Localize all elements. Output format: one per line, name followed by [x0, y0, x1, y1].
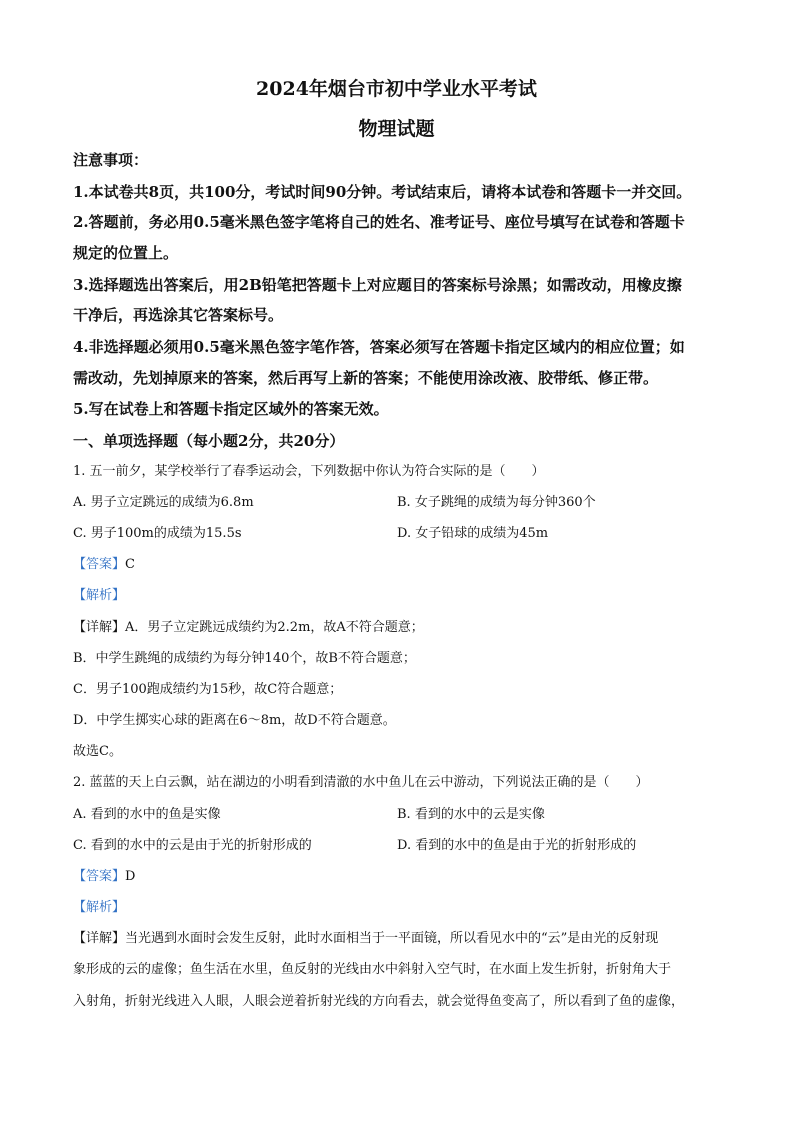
- q2-option-b: B. 看到的水中的云是实像: [397, 807, 545, 822]
- q2-option-d: D. 看到的水中的鱼是由于光的折射形成的: [397, 838, 637, 853]
- detail-tag: 【详解】: [73, 931, 126, 946]
- q1-conclusion: 故选C。: [73, 744, 122, 759]
- note-1: 1.本试卷共8页，共100分，考试时间90分钟。考试结束后，请将本试卷和答题卡一并交回。: [73, 183, 692, 201]
- note-4-line-2: 需改动，先划掉原来的答案，然后再写上新的答案；不能使用涂改液、胶带纸、修正带。: [73, 369, 659, 387]
- note-2-line-2: 规定的位置上。: [73, 244, 179, 262]
- q2-analysis-tag: 【解析】: [73, 900, 126, 915]
- note-5: 5.写在试卷上和答题卡指定区域外的答案无效。: [73, 400, 389, 418]
- q1-detail-4: D．中学生掷实心球的距离在6～8m，故D不符合题意。: [73, 713, 396, 728]
- note-2-line-1: 2.答题前，务必用0.5毫米黑色签字笔将自己的姓名、准考证号、座位号填写在试卷和答题卡: [73, 213, 685, 231]
- q1-option-c: C. 男子100m的成绩为15.5s: [73, 526, 242, 541]
- q2-detail-3: 入射角，折射光线进入人眼，人眼会逆着折射光线的方向看去，就会觉得鱼变高了，所以看到了鱼的虚像，: [73, 994, 685, 1009]
- question-2-stem: 2. 蓝蓝的天上白云飘，站在湖边的小明看到清澈的水中鱼儿在云中游动，下列说法正确的是（ ）: [73, 775, 649, 790]
- notes-heading: 注意事项：: [73, 151, 149, 169]
- exam-title: 2024年烟台市初中学业水平考试: [256, 78, 537, 100]
- q1-detail-1: [73, 618, 723, 638]
- q2-answer: [73, 867, 723, 887]
- detail-text: 当光遇到水面时会发生反射，此时水面相当于一平面镜，所以看见水中的“云”是由光的反射现: [125, 931, 659, 946]
- section-heading: 一、单项选择题（每小题2分，共20分）: [73, 432, 345, 450]
- q2-option-c: C. 看到的水中的云是由于光的折射形成的: [73, 838, 312, 853]
- note-4-line-1: 4.非选择题必须用0.5毫米黑色签字笔作答，答案必须写在答题卡指定区域内的相应位置；如: [73, 338, 685, 356]
- q1-option-b: B. 女子跳绳的成绩为每分钟360个: [397, 495, 596, 510]
- detail-text: A．男子立定跳远成绩约为2.2m，故A不符合题意；: [125, 620, 424, 635]
- answer-value: D: [125, 869, 136, 884]
- question-1-stem: 1. 五一前夕，某学校举行了春季运动会，下列数据中你认为符合实际的是（ ）: [73, 464, 545, 479]
- q2-detail-2: 象形成的云的虚像；鱼生活在水里，鱼反射的光线由水中斜射入空气时，在水面上发生折射，折射角大于: [73, 962, 672, 977]
- q2-option-a: A. 看到的水中的鱼是实像: [73, 807, 221, 822]
- q2-detail-1: [73, 929, 723, 949]
- exam-subject: 物理试题: [358, 118, 435, 140]
- q1-option-a: A. 男子立定跳远的成绩为6.8m: [73, 495, 254, 510]
- q1-answer: [73, 555, 723, 575]
- q1-analysis-tag: 【解析】: [73, 588, 126, 603]
- note-3-line-2: 干净后，再选涂其它答案标号。: [73, 306, 284, 324]
- answer-value: C: [125, 557, 135, 572]
- q1-detail-3: C．男子100跑成绩约为15秒，故C符合题意；: [73, 682, 343, 697]
- answer-tag: 【答案】: [73, 869, 126, 884]
- q1-detail-2: B．中学生跳绳的成绩约为每分钟140个，故B不符合题意；: [73, 651, 416, 666]
- note-3-line-1: 3.选择题选出答案后，用2B铅笔把答题卡上对应题目的答案标号涂黑；如需改动，用橡皮擦: [73, 276, 682, 294]
- detail-tag: 【详解】: [73, 620, 126, 635]
- q1-option-d: D. 女子铅球的成绩为45m: [397, 526, 549, 541]
- answer-tag: 【答案】: [73, 557, 126, 572]
